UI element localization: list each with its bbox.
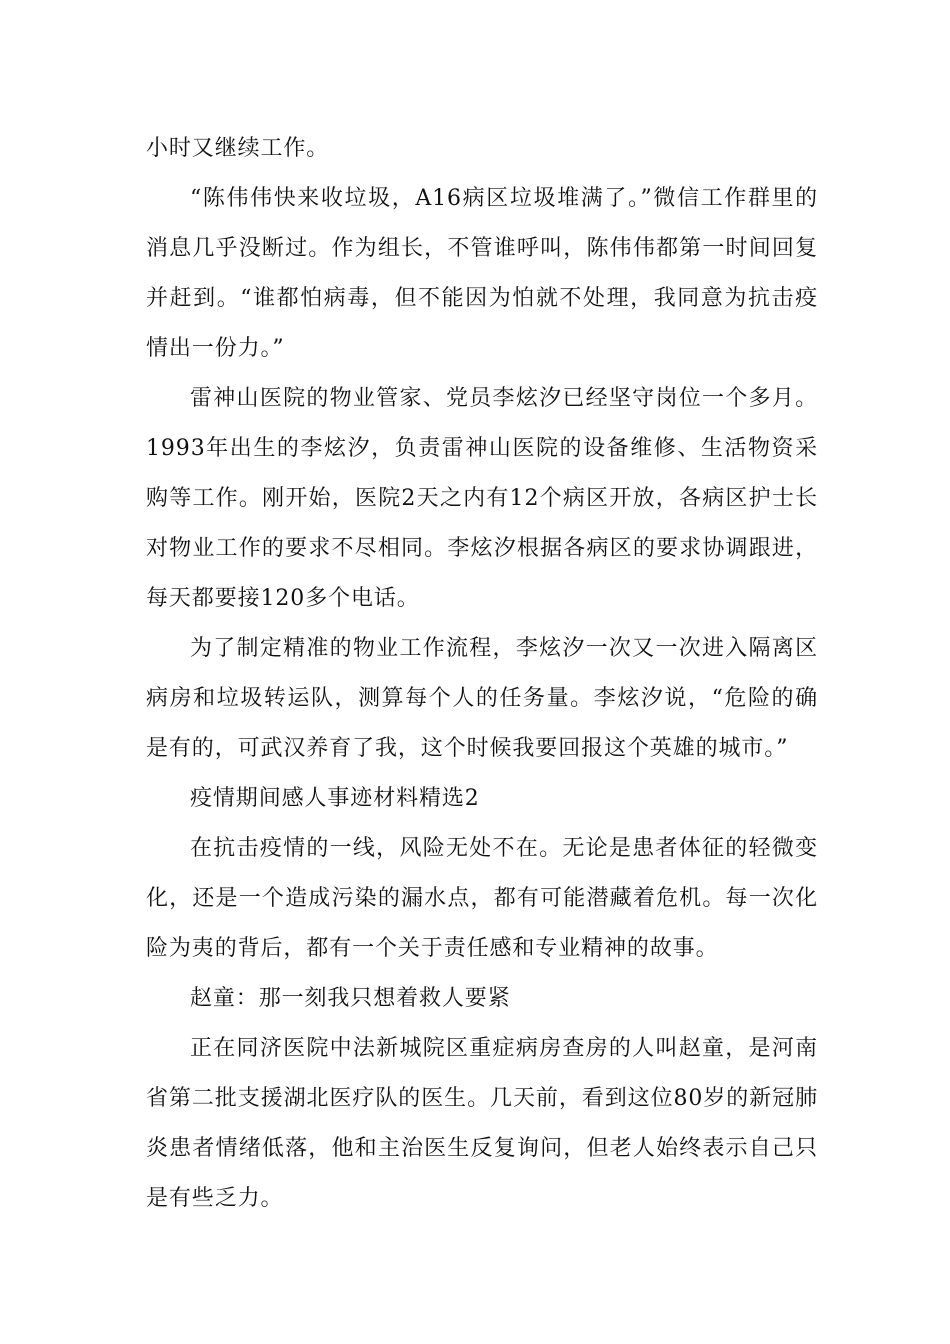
paragraph-li-xuanxi-intro: 雷神山医院的物业管家、党员李炫汐已经坚守岗位一个多月。1993年出生的李炫汐，负责雷神山医院的设备维修、生活物资采购等工作。刚开始，医院2天之内有12个病区开放，各病区护士长对物业工作的要求不尽相同。李炫汐根据各病区的要求协调跟进，每天都要接120多个电话。: [146, 386, 818, 611]
subheading-zhao-tong: 赵童：那一刻我只想着救人要紧: [190, 986, 511, 1011]
section-heading: 疫情期间感人事迹材料精选2: [190, 786, 480, 811]
paragraph-li-xuanxi-quote: 为了制定精准的物业工作流程，李炫汐一次又一次进入隔离区病房和垃圾转运队，测算每个人的任务量。李炫汐说，“危险的确是有的，可武汉养育了我，这个时候我要回报这个英雄的城市。”: [146, 636, 818, 761]
paragraph-chen-weiwei: “陈伟伟快来收垃圾，A16病区垃圾堆满了。”微信工作群里的消息几乎没断过。作为组长，不管谁呼叫，陈伟伟都第一时间回复并赶到。“谁都怕病毒，但不能因为怕就不处理，我同意为抗击疫情出一份力。”: [146, 186, 818, 361]
paragraph-continuation: 小时又继续工作。: [146, 136, 330, 161]
document-body: [146, 124, 818, 1224]
paragraph-frontline-risk: 在抗击疫情的一线，风险无处不在。无论是患者体征的轻微变化，还是一个造成污染的漏水点，都有可能潜藏着危机。每一次化险为夷的背后，都有一个关于责任感和专业精神的故事。: [146, 836, 818, 961]
paragraph-zhao-tong: 正在同济医院中法新城院区重症病房查房的人叫赵童，是河南省第二批支援湖北医疗队的医生。几天前，看到这位80岁的新冠肺炎患者情绪低落，他和主治医生反复询问，但老人始终表示自己只是有些乏力。: [146, 1036, 818, 1211]
